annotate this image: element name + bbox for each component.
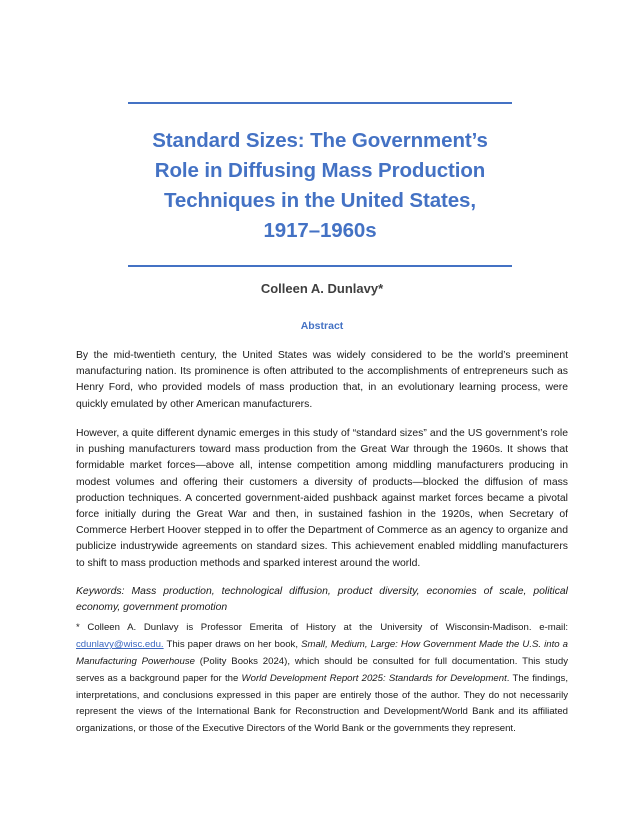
title-rule-bottom xyxy=(128,265,512,267)
author-email-link[interactable]: cdunlavy@wisc.edu. xyxy=(76,638,164,650)
footnote-report-title: World Development Report 2025: Standards for Development xyxy=(241,672,507,684)
page-title xyxy=(128,104,512,265)
abstract-body xyxy=(76,348,568,616)
title-block xyxy=(128,102,512,267)
page-title-line-4: 1917–1960s xyxy=(263,219,377,243)
abstract-heading: Abstract xyxy=(300,320,344,332)
page-title-line-1: Standard Sizes: The Government’s xyxy=(152,129,488,152)
footnote-segment-2: This paper draws on her book, xyxy=(163,638,302,650)
page-title-line-2: Role in Diffusing Mass Production xyxy=(154,159,486,183)
footnote-segment-4: . The findings, interpretations, and conclusions expressed in this paper are entirely those of the author. They do not necessarily represent the views of the International Bank for Reconstruction and Development/World Bank and its affiliated organizations, or those of the Executive Directors of the World Bank or the governments they represent. xyxy=(76,672,568,735)
author-footnote xyxy=(76,620,568,738)
abstract-paragraph-2: However, a quite different dynamic emerges in this study of “standard sizes” and the US government’s role in pushing manufacturers toward mass production from the Great War through the 1960s. It shows that formidable market forces—above all, intense competition among middling manufacturers producing in modest volumes and offering their customers a diversity of products—blocked the diffusion of mass production techniques. A concerted government-aided pushback against market forces became a pivotal force initially during the Great War and then, in sustained fashion in the 1920s, when Secretary of Commerce Herbert Hoover stepped in to offer the Department of Commerce as an agency to organize and publicize industrywide agreements on standard sizes. This achievement enabled middling manufacturers to shift to mass production methods and sparked interest around the world. xyxy=(76,427,568,569)
author-name: Colleen A. Dunlavy* xyxy=(260,281,384,296)
footnote-segment-1: * Colleen A. Dunlavy is Professor Emerita of History at the University of Wisconsin-Madison. e-mail: xyxy=(76,622,568,633)
page-title-line-3: Techniques in the United States, xyxy=(164,189,476,213)
footnote-segment-3: (Polity Books 2024), which should be consulted for full documentation. This study serves as a background paper for the xyxy=(76,655,568,684)
keywords-line: Keywords: Mass production, technological diffusion, product diversity, economies of scale, political economy, government promotion xyxy=(76,585,568,614)
footnote-book-title: Small, Medium, Large: How Government Made the U.S. into a Manufacturing Powerhouse xyxy=(76,638,568,667)
abstract-paragraph-1: By the mid-twentieth century, the United States was widely considered to be the world’s preeminent manufacturing nation. Its prominence is often attributed to the accomplishments of entrepreneurs such as Henry Ford, who provided models of mass production that, in an evolutionary learning process, were quickly emulated by other American manufacturers. xyxy=(76,350,568,410)
